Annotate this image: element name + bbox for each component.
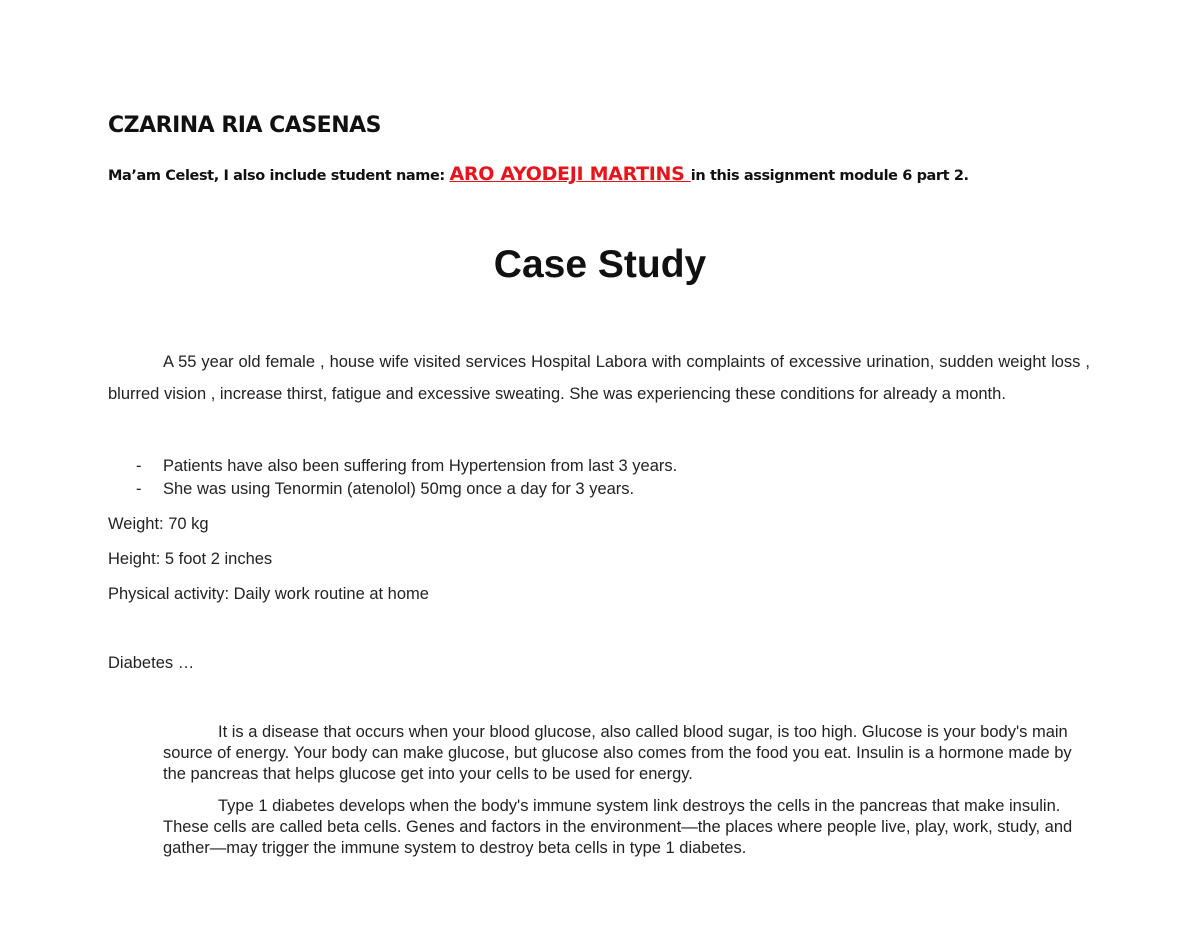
bullet-dash: - xyxy=(136,457,142,475)
physical-activity-field: Physical activity: Daily work routine at home xyxy=(108,585,429,603)
diabetes-heading: Diabetes … xyxy=(108,654,195,672)
weight-field: Weight: 70 kg xyxy=(108,515,209,533)
type1-diabetes-paragraph: Type 1 diabetes develops when the body's immune system link destroys the cells in the pancreas that make insulin. These cells are called beta cells. Genes and factors in the environment—the places where people live, play, work, study, and gather—may trigger the immune system to destroy beta cells in type 1 diabetes. xyxy=(163,797,1073,857)
note-text-before: Ma’am Celest, I also include student name: xyxy=(108,168,450,184)
diabetes-definition-paragraph: It is a disease that occurs when your blood glucose, also called blood sugar, is too high. Glucose is your body's main source of energy. Your body can make glucose, but glucose also comes from the food you eat. Insulin is a hormone made by the pancreas that helps glucose get into your cells to be used for energy. xyxy=(163,723,1072,783)
list-item-text: Patients have also been suffering from Hypertension from last 3 years. xyxy=(163,457,678,475)
list-item xyxy=(108,478,677,501)
list-item-text: She was using Tenormin (atenolol) 50mg once a day for 3 years. xyxy=(163,480,635,498)
height-field: Height: 5 foot 2 inches xyxy=(108,550,273,568)
note-text-after: in this assignment module 6 part 2. xyxy=(690,168,969,184)
case-intro-paragraph: A 55 year old female , house wife visited services Hospital Labora with complaints of excessive urination, sudden weight loss , blurred vision , increase thirst, fatigue and excessive sweating. She was experiencing these conditions for already a month. xyxy=(108,353,1090,403)
instructor-note xyxy=(108,163,969,185)
student-name: ARO AYODEJI MARTINS xyxy=(449,163,691,185)
document-title: Case Study xyxy=(493,243,707,286)
list-item xyxy=(108,455,677,478)
history-list xyxy=(108,455,677,501)
bullet-dash: - xyxy=(136,480,142,498)
author-name: CZARINA RIA CASENAS xyxy=(108,113,381,138)
